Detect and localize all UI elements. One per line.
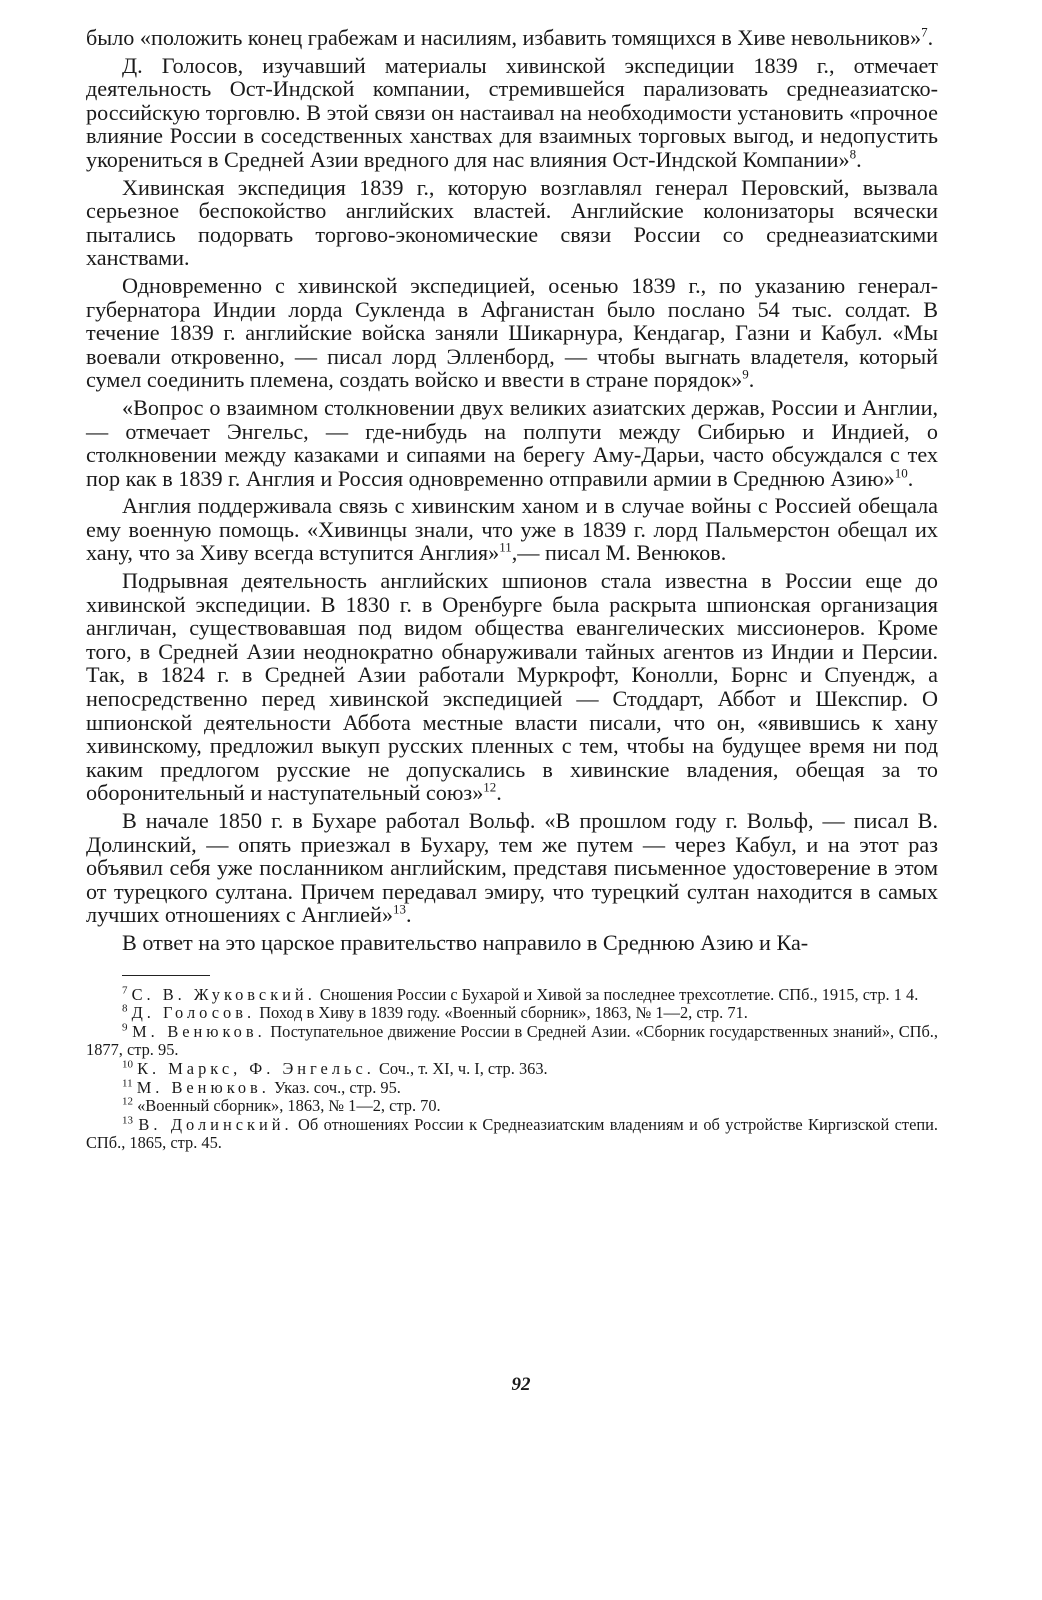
paragraph [86,274,938,392]
paragraph [86,494,938,565]
paragraph-tail: . [496,780,502,806]
footnote-text: Поход в Хиву в 1839 году. «Военный сборник», 1863, № 1—2, стр. 71. [259,1003,748,1023]
paragraph [86,176,938,270]
footnote-ref[interactable]: 7 [921,24,928,40]
footnote-ref[interactable]: 10 [894,465,908,481]
footnote-author: К. Маркс, Ф. Энгельс. [137,1058,375,1078]
paragraph-tail: . [927,25,934,50]
paragraph-text: было «положить конец грабежам и насилиям, избавить томящихся в Хиве невольников» [86,25,922,50]
footnote-author: С. В. Жуковский. [131,984,316,1004]
paragraph [86,396,938,490]
paragraph-text: Подрывная деятельность английских шпионов стала известна в России еще до хивинской экспедиции. В 1830 г. в Оренбурге была раскрыта шпионская организация англичан, существовавшая под видом общества евангелических миссионеров. Кроме того, в Средней Азии неоднократно обнаруживали тайных агентов из Индии и Персии. Так, в 1824 г. в Средней Азии работали Муркрофт, Конолли, Борнс и Спуендж, а непосредственно перед хивинской экспедицией — Стоддарт, Аббот и Шекспир. О шпионской деятельности Аббота местные власти писали, что он, «явившись к хану хивинскому, предложил выкуп русских пленных с тем, чтобы на будущее время ни под каким предлогом русские не допускались в хивинские владения, обещая за то оборонительный и наступательный союз» [86,568,938,806]
paragraph-continuation [86,26,938,50]
footnotes [86,986,938,1153]
page-number: 92 [511,1374,531,1395]
paragraph [86,809,938,927]
footnote-text: Сношения России с Бухарой и Хивой за последнее трехсотлетие. СПб., 1915, стр. 1 4. [319,984,919,1004]
footnote-author: Д. Голосов. [131,1003,256,1023]
footnote [86,1079,938,1098]
footnote-text: Указ. соч., стр. 95. [273,1077,401,1097]
footnote-number: 10 [122,1058,133,1071]
paragraph-tail: . [405,902,412,928]
footnote-text: Соч., т. XI, ч. I, стр. 363. [378,1058,548,1078]
paragraph-tail: . [748,367,755,393]
paragraph-text: В ответ на это царское правительство направило в Среднюю Азию и Ка- [122,929,809,955]
footnote-ref[interactable]: 11 [499,540,512,556]
footnote-text: Поступательное движение России в Средней Азии. «Сборник государственных знаний», СПб., 1877, стр. 95. [86,1021,938,1060]
footnote [86,1023,938,1060]
footnote-number: 11 [122,1077,133,1090]
footnote-ref[interactable]: 9 [742,366,749,382]
footnote-ref[interactable]: 13 [392,901,406,917]
paragraph [86,569,938,805]
footnote-author: М. Венюков. [136,1077,270,1097]
footnote [86,1116,938,1153]
footnote-text: Об отношениях России к Среднеазиатским владениям и об устройстве Киргизской степи. СПб., 1865, стр. 45. [86,1114,938,1153]
footnote [86,1097,938,1116]
footnote-divider [122,975,210,976]
paragraph-text: В начале 1850 г. в Бухаре работал Вольф. «В прошлом году г. Вольф, — писал В. Долинский, — опять приезжал в Бухару, тем же путем — через Кабул, и на этот раз объявил себя уже посланником английским, представя письменное удостоверение в этом от турецкого султана. Причем передавал эмиру, что турецкий султан находится в самых лучших отношениях с Англией» [86,808,938,928]
paragraph-tail: . [907,465,914,491]
paragraph-text: Д. Голосов, изучавший материалы хивинской экспедиции 1839 г., отмечает деятельность Ост-Индской компании, стремившейся парализовать среднеазиатско-российскую торговлю. В этой связи он настаивал на необходимости установить «прочное влияние России в соседственных ханствах для взаимных торговых выгод, и недопустить укорениться в Средней Азии вредного для нас влияния Ост-Индской Компании» [86,52,938,172]
footnote-ref[interactable]: 12 [483,780,497,796]
paragraph-text: Хивинская экспедиция 1839 г., которую возглавлял генерал Перовский, вызвала серьезное беспокойство английских властей. Английские колонизаторы всячески пытались подорвать торгово-экономические связи России со среднеазиатскими ханствами. [86,174,938,271]
footnote-number: 12 [122,1095,133,1108]
footnote-number: 7 [122,984,128,997]
footnote-author: М. Венюков. [132,1021,266,1041]
paragraph [86,54,938,172]
footnote-text: «Военный сборник», 1863, № 1—2, стр. 70. [137,1096,441,1116]
paragraph-text: Одновременно с хивинской экспедицией, осенью 1839 г., по указанию генерал-губернатора Индии лорда Сукленда в Афганистан было послано 54 тыс. солдат. В течение 1839 г. английские войска заняли Шикарнура, Кендагар, Газни и Кабул. «Мы воевали откровенно, — писал лорд Элленборд, — чтобы выгнать владетеля, который сумел соединить племена, создать войско и ввести в стране порядок» [86,272,938,393]
footnote-number: 9 [122,1021,128,1034]
footnote-number: 8 [122,1002,128,1015]
paragraph-tail: . [856,146,862,172]
page-content [86,26,938,1153]
footnote-ref[interactable]: 8 [849,146,857,162]
footnote-author: В. Долинский. [138,1114,293,1134]
paragraph-text: Англия поддерживала связь с хивинским ханом и в случае войны с Россией обещала ему военную помощь. «Хивинцы знали, что уже в 1839 г. лорд Пальмерстон обещал их хану, что за Хиву всегда вступится Англия» [86,493,938,566]
footnote [86,1060,938,1079]
footnote [86,1004,938,1023]
paragraph-text: «Вопрос о взаимном столкновении двух великих азиатских держав, России и Англии,— отмечает Энгельс, — где-нибудь на полпути между Сибирью и Индией, о столкновении между казаками и сипаями на берегу Аму-Дарьи, часто обсуждался с тех пор как в 1839 г. Англия и Россия одновременно отправили армии в Среднюю Азию» [86,394,938,491]
paragraph-tail: ,— писал М. Венюков. [511,540,727,566]
footnote [86,986,938,1005]
footnote-number: 13 [122,1114,133,1127]
paragraph [86,931,938,955]
